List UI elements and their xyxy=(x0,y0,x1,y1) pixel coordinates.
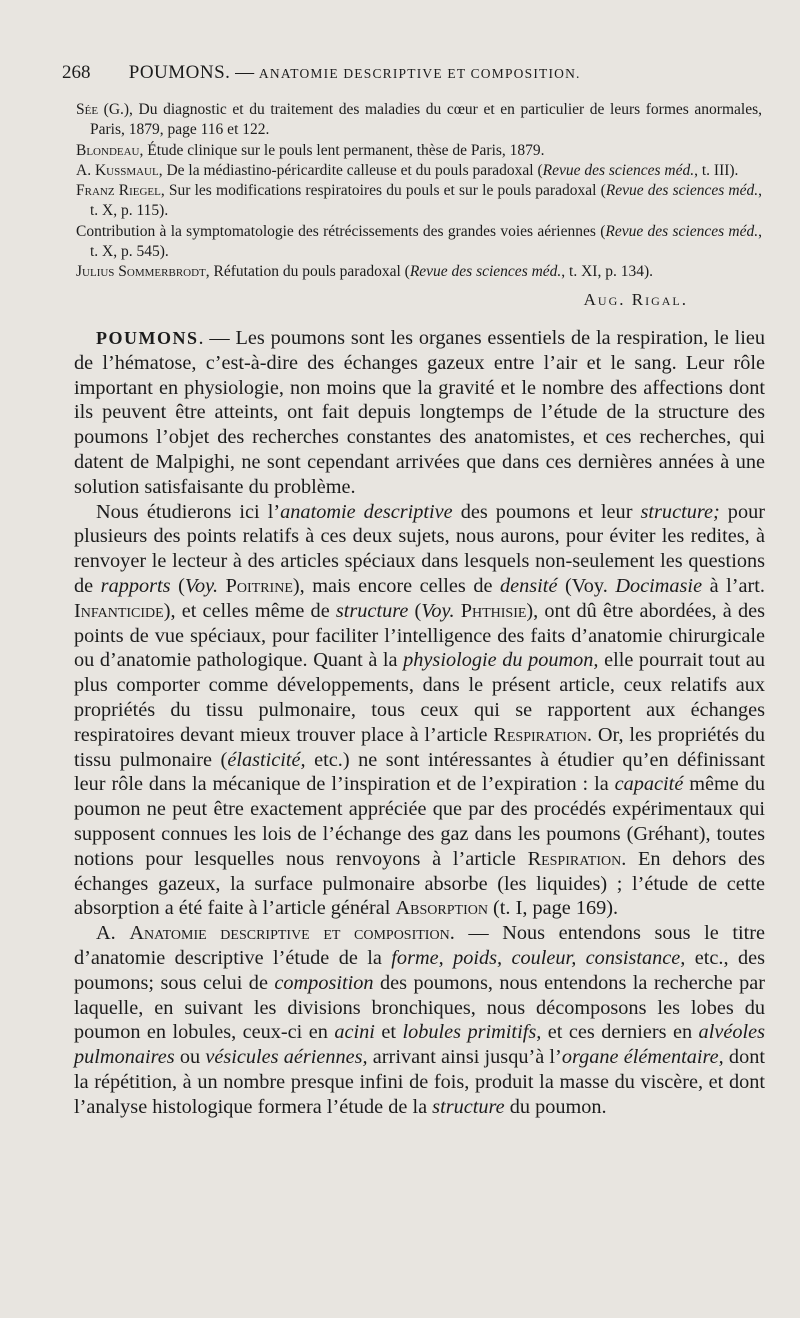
reference-entry: Blondeau, Étude clinique sur le pouls lent permanent, thèse de Paris, 1879. xyxy=(76,141,545,159)
reference-entry: Julius Sommerbrodt, Réfutation du pouls paradoxal (Revue des sciences méd., t. XI, p. 134). xyxy=(76,263,653,281)
header-separator: — xyxy=(235,62,255,83)
reference-entry: Contribution à la symptomatologie des rétrécissements des grandes voies aériennes (Revue des sciences méd., t. X, p. 545). xyxy=(76,222,763,261)
running-header xyxy=(62,62,752,84)
bibliography xyxy=(76,100,762,283)
paragraph-section-a: A. Anatomie descriptive et composition. — Nous entendons sous le titre d’anatomie descriptive l’étude de la forme, poids, couleur, consistance, etc., des poumons; sous celui de composition des poumons, nous entendons la recherche par laquelle, en suivant les divisions bronchiques, nous décomposons les lobes du poumon en lobules, ceux-ci en acini et lobules primitifs, et ces derniers en alvéoles pulmonaires ou vésicules aériennes, arrivant ainsi jusqu’à l’organe élémentaire, dont la répétition, à un nombre presque infini de fois, produit la masse du viscère, et dont l’analyse histologique formera l’étude de la structure du poumon. xyxy=(74,922,765,1118)
author-signature: Aug. Rigal. xyxy=(583,290,688,309)
header-subtitle: ANATOMIE DESCRIPTIVE ET COMPOSITION. xyxy=(258,66,581,81)
paragraph-intro: POUMONS. — Les poumons sont les organes essentiels de la respiration, le lieu de l’hématose, c’est-à-dire des échanges gazeux entre l’air et le sang. Leur rôle important en physiologie, non moins que la gravité et le nombre des affections dont ils peuvent être atteints, ont fait depuis longtemps de l’étude de la structure des poumons l’objet des recherches constantes des anatomistes, et ces recherches, qui datent de Malpighi, ne sont cependant arrivées que dans ces dernières années à une solution satisfaisante du problème. xyxy=(74,327,765,498)
header-title: POUMONS. xyxy=(128,62,231,83)
headword: POUMONS xyxy=(96,328,199,348)
reference-entry: A. Kussmaul, De la médiastino-péricardite calleuse et du pouls paradoxal (Revue des sciences méd., t. III). xyxy=(76,161,739,179)
reference-entry: Franz Riegel, Sur les modifications respiratoires du pouls et sur le pouls paradoxal (Revue des sciences méd., t. X, p. 115). xyxy=(76,182,763,220)
reference-entry: Sée (G.), Du diagnostic et du traitement des maladies du cœur et en particulier de leurs formes anormales, Paris, 1879, page 116 et 122. xyxy=(76,101,762,139)
page-number: 268 xyxy=(62,62,91,83)
paragraph-scope: Nous étudierons ici l’anatomie descriptive des poumons et leur structure; pour plusieurs des points relatifs à ces deux sujets, nous aurons, pour éviter les redites, à renvoyer le lecteur à des articles spéciaux dans lesquels non-seulement les questions de rapports (Voy. Poitrine), mais encore celles de densité (Voy. Docimasie à l’art. Infanticide), et celles même de structure (Voy. Phthisie), ont dû être abordées, à des points de vue spéciaux, pour faciliter l’intelligence des faits d’anatomie chirurgicale ou d’anatomie pathologique. Quant à la physiologie du poumon, elle pourrait tout au plus comporter comme développements, dans le présent article, ceux relatifs aux propriétés du tissu pulmonaire, tous ceux qui se rapportent aux échanges respiratoires devant mieux trouver place à l’article Respiration. Or, les propriétés du tissu pulmonaire (élasticité, etc.) ne sont intéressantes à étudier qu’en définissant leur rôle dans la mécanique de l’inspiration et de l’expiration : la capacité même du poumon ne peut être exactement appréciée que par des procédés expérimentaux qui supposent connues les lois de l’échange des gaz dans les poumons (Gréhant), toutes notions pour lesquelles nous renvoyons à l’article Respiration. En dehors des échanges gazeux, la surface pulmonaire absorbe (les liquides) ; l’étude de cette absorption a été faite à l’article général Absorption (t. I, page 169). xyxy=(74,500,766,920)
article-body xyxy=(74,326,765,1120)
